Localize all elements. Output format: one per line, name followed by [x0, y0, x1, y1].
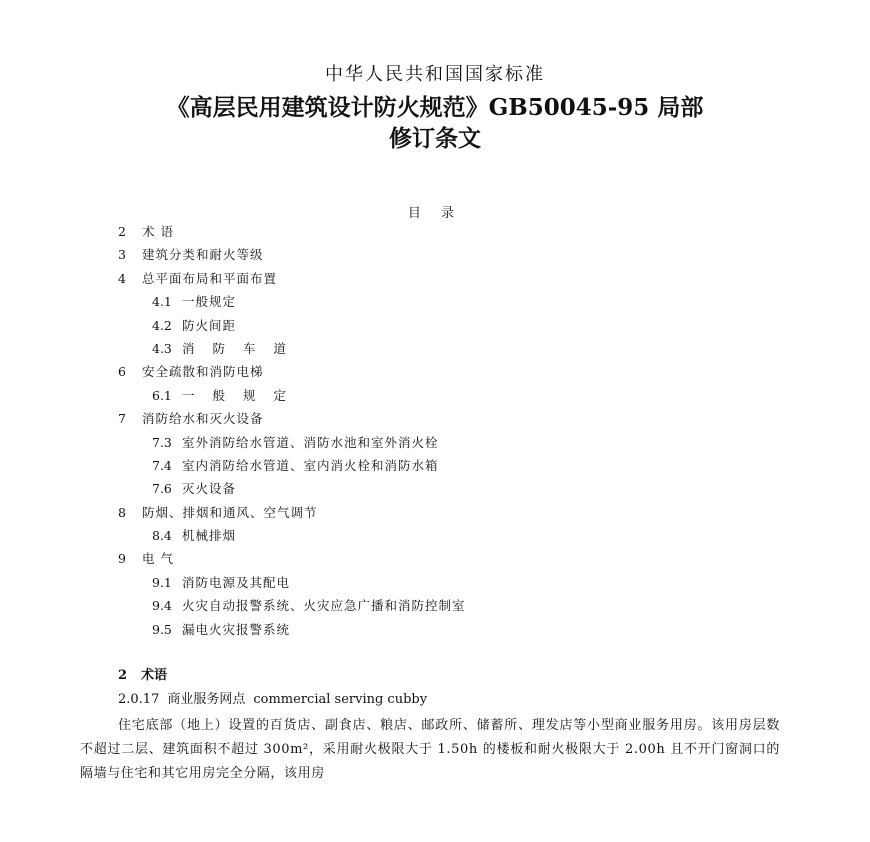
toc-item-text: 总平面布局和平面布置: [142, 270, 278, 286]
toc-item-text: 术 语: [142, 224, 174, 239]
term-entry: [118, 689, 780, 714]
term-number: 2.0.17: [118, 692, 160, 707]
section-heading: [118, 665, 780, 689]
toc-item-number: 6: [118, 364, 126, 380]
toc-heading: 目 录: [407, 206, 463, 221]
toc-item: [118, 386, 466, 409]
toc-item-text: 一般规定: [182, 294, 237, 310]
toc-item-text: 火灾自动报警系统、火灾应急广播和消防控制室: [182, 598, 466, 614]
toc-item-number: 7.6: [152, 481, 172, 497]
toc-item-number: 4.3: [152, 340, 172, 356]
toc-item-text: 漏电火灾报警系统: [182, 621, 291, 637]
toc-item-text: 消 防 车 道: [182, 340, 293, 356]
toc-item: [118, 316, 466, 339]
toc-item-number: 7: [118, 411, 126, 427]
term-english: commercial serving cubby: [253, 692, 428, 707]
toc-item-text: 机械排烟: [182, 528, 237, 544]
toc-item: [118, 456, 466, 479]
table-of-contents: [118, 222, 466, 643]
toc-item-number: 9: [118, 551, 126, 567]
term-definition-paragraph: 住宅底部（地上）设置的百货店、副食店、粮店、邮政所、储蓄所、理发店等小型商业服务用房。该用房层数不超过二层、建筑面积不超过 300m²，采用耐火极限大于 1.50h 的楼板和耐火极限大于 2.00h 且不开门窗洞口的隔墙与住宅和其它用房完全分隔，该用房: [80, 718, 780, 781]
toc-item-number: 6.1: [152, 387, 172, 403]
toc-item-number: 8: [118, 504, 126, 520]
section-title: 术语: [141, 668, 168, 683]
toc-item: [118, 503, 466, 526]
toc-item-number: 9.5: [152, 621, 172, 637]
toc-item: [118, 526, 466, 549]
toc-item-number: 3: [118, 247, 126, 263]
toc-item: [118, 620, 466, 643]
toc-item: [118, 339, 466, 362]
toc-item-text: 防火间距: [182, 317, 237, 333]
standard-subtitle: 中华人民共和国国家标准: [325, 64, 545, 85]
toc-item-text: 室内消防给水管道、室内消火栓和消防水箱: [182, 457, 439, 473]
toc-item-text: 安全疏散和消防电梯: [142, 364, 264, 380]
toc-item-number: 7.4: [152, 457, 172, 473]
toc-item-number: 7.3: [152, 434, 172, 450]
section-body: [80, 665, 780, 786]
toc-item: [118, 549, 466, 572]
toc-item: [118, 433, 466, 456]
toc-item: [118, 409, 466, 432]
toc-item-text: 建筑分类和耐火等级: [142, 247, 264, 263]
toc-item-text: 消防给水和灭火设备: [142, 411, 264, 427]
toc-item: [118, 269, 466, 292]
toc-item: [118, 292, 466, 315]
toc-item-number: 4.1: [152, 294, 172, 310]
toc-item-text: 电 气: [142, 551, 174, 567]
toc-item-number: 8.4: [152, 528, 172, 544]
document-title-line-1: 《高层民用建筑设计防火规范》GB50045-95 局部: [166, 94, 704, 121]
toc-item-text: 消防电源及其配电: [182, 574, 291, 590]
toc-item-number: 2: [118, 224, 126, 239]
document-title-line-2: 修订条文: [389, 125, 481, 152]
toc-item-text: 一 般 规 定: [182, 387, 293, 403]
toc-item-number: 9.4: [152, 598, 172, 614]
toc-item-number: 4.2: [152, 317, 172, 333]
toc-item: [118, 479, 466, 502]
toc-item-text: 室外消防给水管道、消防水池和室外消火栓: [182, 434, 439, 450]
toc-item-number: 4: [118, 270, 126, 286]
term-chinese: 商业服务网点: [167, 692, 246, 707]
toc-item: [118, 245, 466, 268]
toc-item: [118, 596, 466, 619]
toc-item: [118, 362, 466, 385]
toc-item-number: 9.1: [152, 574, 172, 590]
document-title: [0, 92, 870, 154]
toc-item-text: 防烟、排烟和通风、空气调节: [142, 504, 318, 520]
toc-item-text: 灭火设备: [182, 481, 237, 497]
section-number: 2: [118, 668, 128, 683]
toc-item: [118, 573, 466, 596]
toc-item: [118, 222, 466, 245]
